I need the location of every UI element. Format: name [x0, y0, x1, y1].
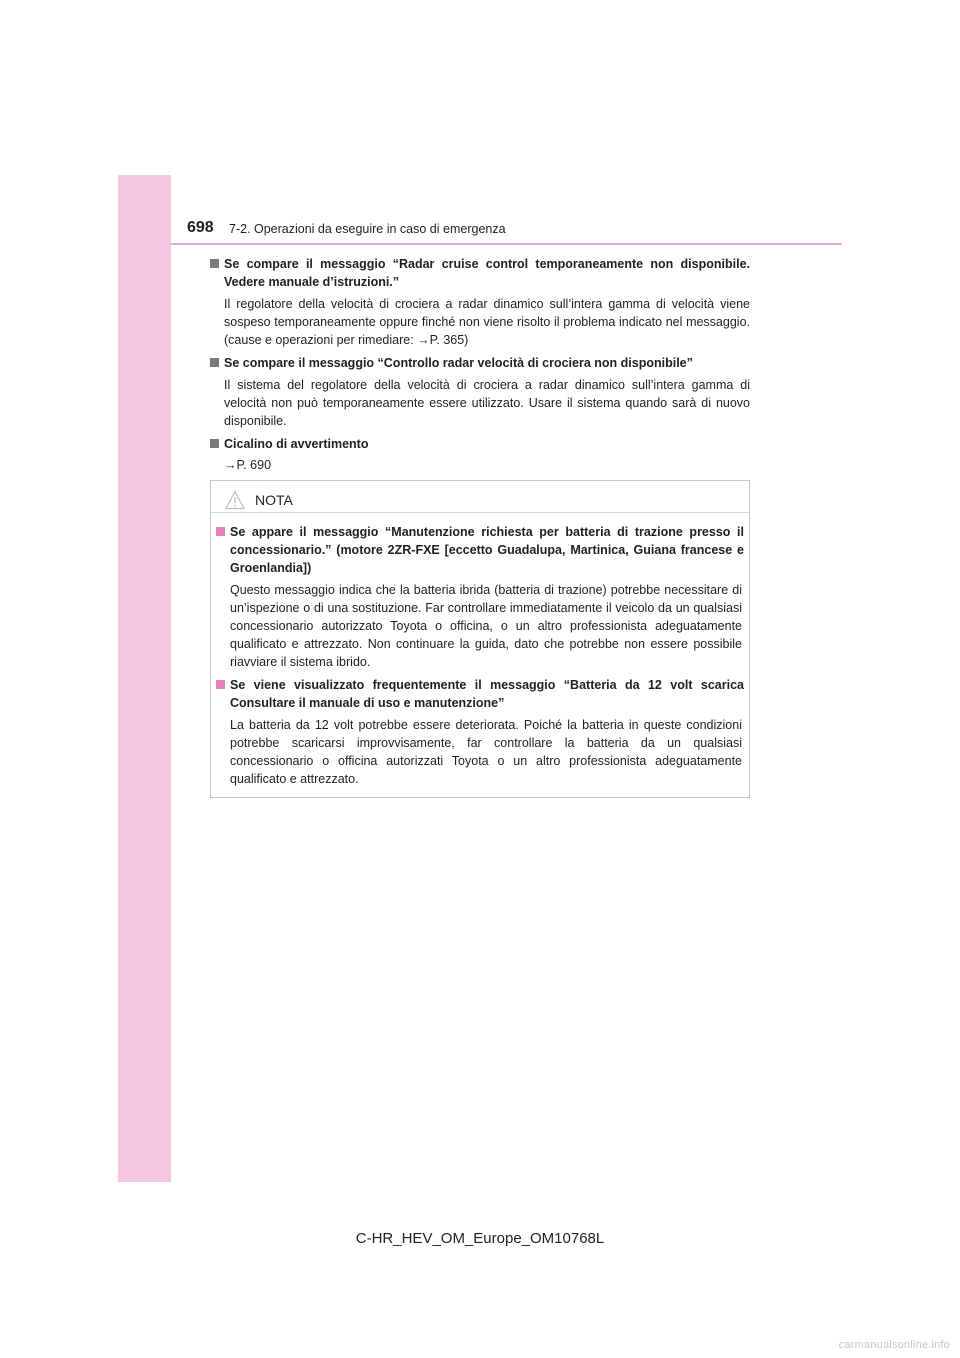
- nota-item-traction-battery: [216, 523, 744, 671]
- section-title: Cicalino di avvertimento: [224, 437, 369, 451]
- nota-item-body: Questo messaggio indica che la batteria ibrida (batteria di trazione) potrebbe necessitare di un’ispezione o di una sostituzione. Far controllare immediatamente il veicolo da un qualsiasi concessionario autorizzato Toyota o officina, o un altro professionista adeguatamente qualificato e attrezzato. Non continuare la guida, dato che potrebbe non essere possibile riavviare il sistema ibrido.: [230, 583, 742, 669]
- nota-item-title: Se appare il messaggio “Manutenzione richiesta per batteria di trazione presso il concessionario.” (motore 2ZR-FXE [eccetto Guadalupa, Martinica, Guiana francese e Groenlandia]): [230, 525, 744, 575]
- section-title: Se compare il messaggio “Radar cruise control temporaneamente non disponibile. Vedere manuale d’istruzioni.”: [224, 257, 750, 289]
- chapter-title: 7-2. Operazioni da eseguire in caso di emergenza: [229, 222, 506, 236]
- section-radar-control-unavailable: [210, 354, 750, 430]
- nota-item-title: Se viene visualizzato frequentemente il messaggio “Batteria da 12 volt scarica Consultare il manuale di uso e manutenzione”: [230, 678, 744, 710]
- square-bullet-icon: [210, 358, 219, 367]
- page-reference-link[interactable]: →P. 690: [224, 458, 272, 472]
- nota-divider: [211, 512, 749, 513]
- square-bullet-icon: [216, 680, 225, 689]
- nota-title: NOTA: [255, 492, 293, 508]
- square-bullet-icon: [210, 439, 219, 448]
- document-code: C-HR_HEV_OM_Europe_OM10768L: [355, 1230, 605, 1247]
- square-bullet-icon: [216, 527, 225, 536]
- warning-triangle-icon: [225, 490, 245, 510]
- nota-box: [210, 480, 750, 798]
- section-warning-buzzer: [210, 435, 750, 474]
- section-title: Se compare il messaggio “Controllo radar velocità di crociera non disponibile”: [224, 356, 693, 370]
- header-rule: [171, 243, 842, 245]
- square-bullet-icon: [210, 259, 219, 268]
- page-number: 698: [187, 219, 214, 236]
- nota-body: [216, 523, 744, 793]
- nota-header: [225, 487, 293, 513]
- watermark: carmanualsonline.info: [838, 1339, 950, 1351]
- section-body: Il sistema del regolatore della velocità di crociera a radar dinamico sull’intera gamma di velocità non può temporaneamente essere utilizzato. Usare il sistema quando sarà di nuovo disponibile.: [224, 378, 750, 428]
- main-content: [210, 255, 750, 479]
- section-body: Il regolatore della velocità di crociera a radar dinamico sull’intera gamma di velocità viene sospeso temporaneamente oppure finché non viene risolto il problema indicato nel messaggio. (cause e operazioni per rimediare: →P. 365): [224, 297, 750, 347]
- section-radar-cruise-temporary: [210, 255, 750, 349]
- side-tab: [118, 175, 171, 1182]
- nota-item-body: La batteria da 12 volt potrebbe essere deteriorata. Poiché la batteria in queste condizioni potrebbe scaricarsi improvvisamente, far controllare la batteria da un qualsiasi concessionario o officina autorizzati Toyota o un altro professionista adeguatamente qualificato e attrezzato.: [230, 718, 742, 786]
- nota-item-12v-battery: [216, 676, 744, 788]
